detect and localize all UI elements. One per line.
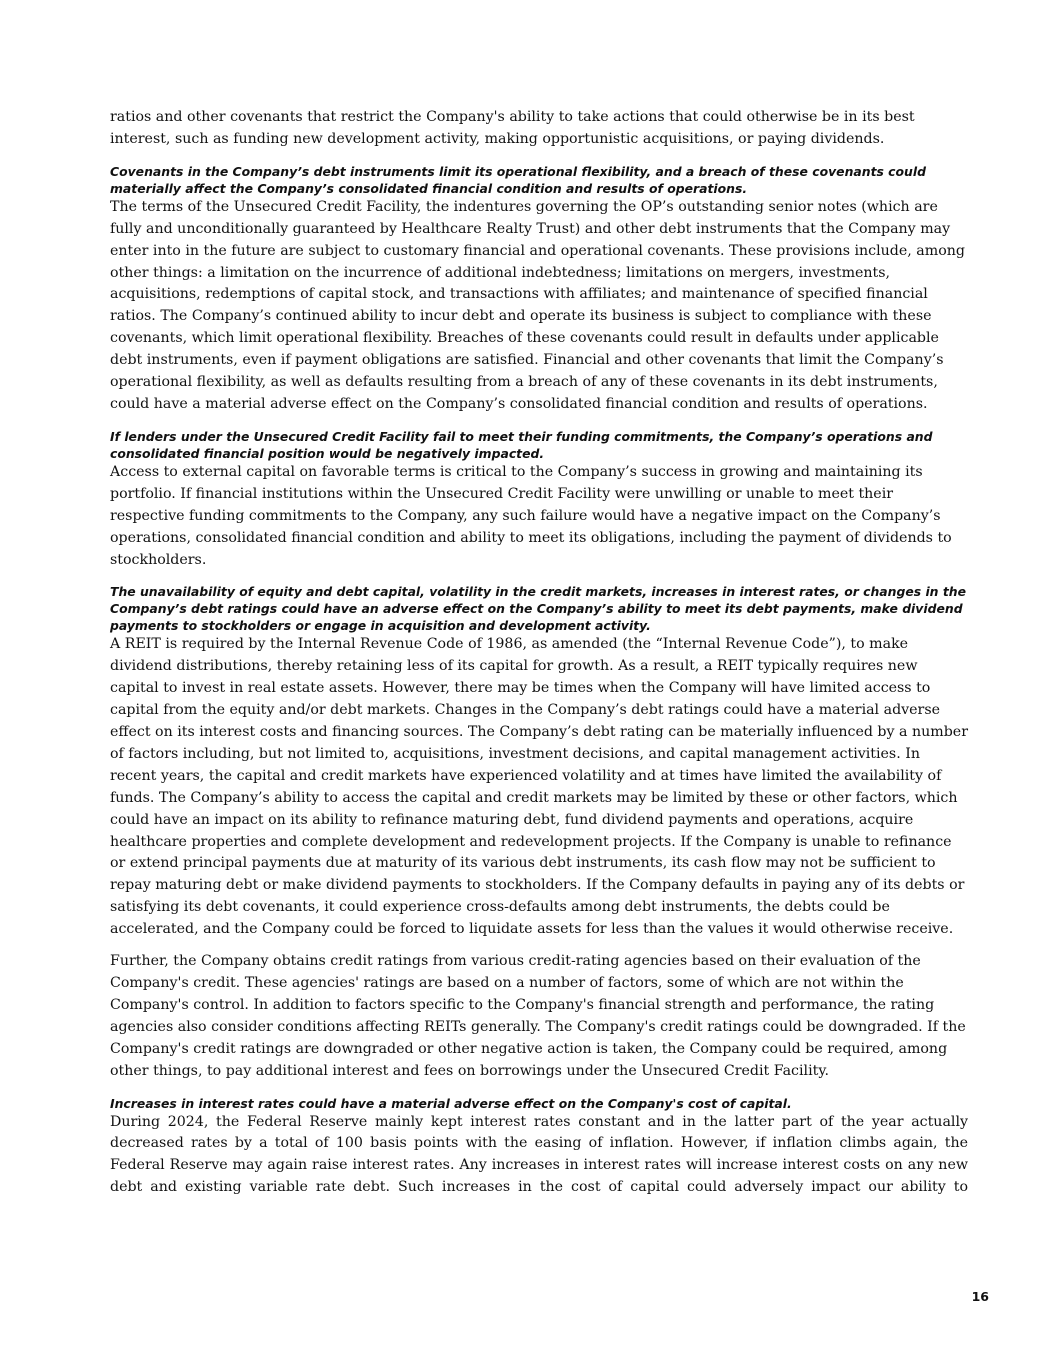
intro-paragraph: ratios and other covenants that restrict the Company's ability to take actions that could otherwise be in its best interest, such as funding new development activity, making opportunistic acquisitions, or paying dividends. [110, 109, 915, 147]
lenders-heading: If lenders under the Unsecured Credit Facility fail to meet their funding commitments, the Company’s operations and consolidated financial position would be negatively impacted. [110, 428, 933, 461]
page-number: 16 [971, 1289, 989, 1304]
capital-paragraph-1: A REIT is required by the Internal Revenue Code of 1986, as amended (the “Internal Revenue Code”), to make dividend distributions, thereby retaining less of its capital for growth. As a result, a REIT typically requires new capital to invest in real estate assets. However, there may be times when the Company will have limited access to capital from the equity and/or debt markets. Changes in the Company’s debt ratings could have a material adverse effect on its interest costs and financing sources. The Company’s debt rating can be materially influenced by a number of factors including, but not limited to, acquisitions, investment decisions, and capital management activities. In recent years, the capital and credit markets have experienced volatility and at times have limited the availability of funds. The Company’s ability to access the capital and credit markets may be limited by these or other factors, which could have an impact on its ability to refinance maturing debt, fund dividend payments and operations, acquire healthcare properties and complete development and redevelopment projects. If the Company is unable to refinance or extend principal payments due at maturity of its various debt instruments, its cash flow may not be sufficient to repay maturing debt or make dividend payments to stockholders. If the Company defaults in paying any of its debts or satisfying its debt covenants, it could experience cross-defaults among debt instruments, the debts could be accelerated, and the Company could be forced to liquidate assets for less than the values it would otherwise receive. [110, 636, 968, 938]
covenants-paragraph: The terms of the Unsecured Credit Facility, the indentures governing the OP’s outstanding senior notes (which are fully and unconditionally guaranteed by Healthcare Realty Trust) and other debt instruments that the Company may enter into in the future are subject to customary financial and operational covenants. These provisions include, among other things: a limitation on the incurrence of additional indebtedness; limitations on mergers, investments, acquisitions, redemptions of capital stock, and transactions with affiliates; and maintenance of specified financial ratios. The Company’s continued ability to incur debt and operate its business is subject to compliance with these covenants, which limit operational flexibility. Breaches of these covenants could result in defaults under applicable debt instruments, even if payment obligations are satisfied. Financial and other covenants that limit the Company’s operational flexibility, as well as defaults resulting from a breach of any of these covenants in its debt instruments, could have a material adverse effect on the Company’s consolidated financial condition and results of operations. [110, 198, 965, 412]
capital-heading: The unavailability of equity and debt capital, volatility in the credit markets, increases in interest rates, or changes in the Company’s debt ratings could have an adverse effect on the Company’s ability to meet its debt payments, make dividend payments to stockholders or engage in acquisition and development activity. [110, 584, 966, 634]
capital-paragraph-2: Further, the Company obtains credit ratings from various credit-rating agencies based on their evaluation of the Company's credit. These agencies' ratings are based on a number of factors, some of which are not within the Company's control. In addition to factors specific to the Company's financial strength and performance, the rating agencies also consider conditions affecting REITs generally. The Company's credit ratings could be downgraded. If the Company's credit ratings are downgraded or other negative action is taken, the Company could be required, among other things, to pay additional interest and fees on borrowings under the Unsecured Credit Facility. [110, 953, 966, 1079]
covenants-heading: Covenants in the Company’s debt instruments limit its operational flexibility, and a breach of these covenants could materially affect the Company’s consolidated financial condition and results of operations. [110, 163, 926, 196]
interest-rates-heading: Increases in interest rates could have a material adverse effect on the Company's cost of capital. [110, 1095, 792, 1111]
document-body [110, 107, 968, 1199]
lenders-paragraph: Access to external capital on favorable terms is critical to the Company’s success in growing and maintaining its portfolio. If financial institutions within the Unsecured Credit Facility were unwilling or unable to meet their respective funding commitments to the Company, any such failure would have a negative impact on the Company’s operations, consolidated financial condition and ability to meet its obligations, including the payment of dividends to stockholders. [110, 463, 952, 568]
interest-rates-paragraph: During 2024, the Federal Reserve mainly kept interest rates constant and in the latter part of the year actually decreased rates by a total of 100 basis points with the easing of inflation. However, if inflation climbs again, the Federal Reserve may again raise interest rates. Any increases in interest rates will increase interest costs on any new debt and existing variable rate debt. Such increases in the cost of capital could adversely impact our ability to [110, 1113, 968, 1196]
